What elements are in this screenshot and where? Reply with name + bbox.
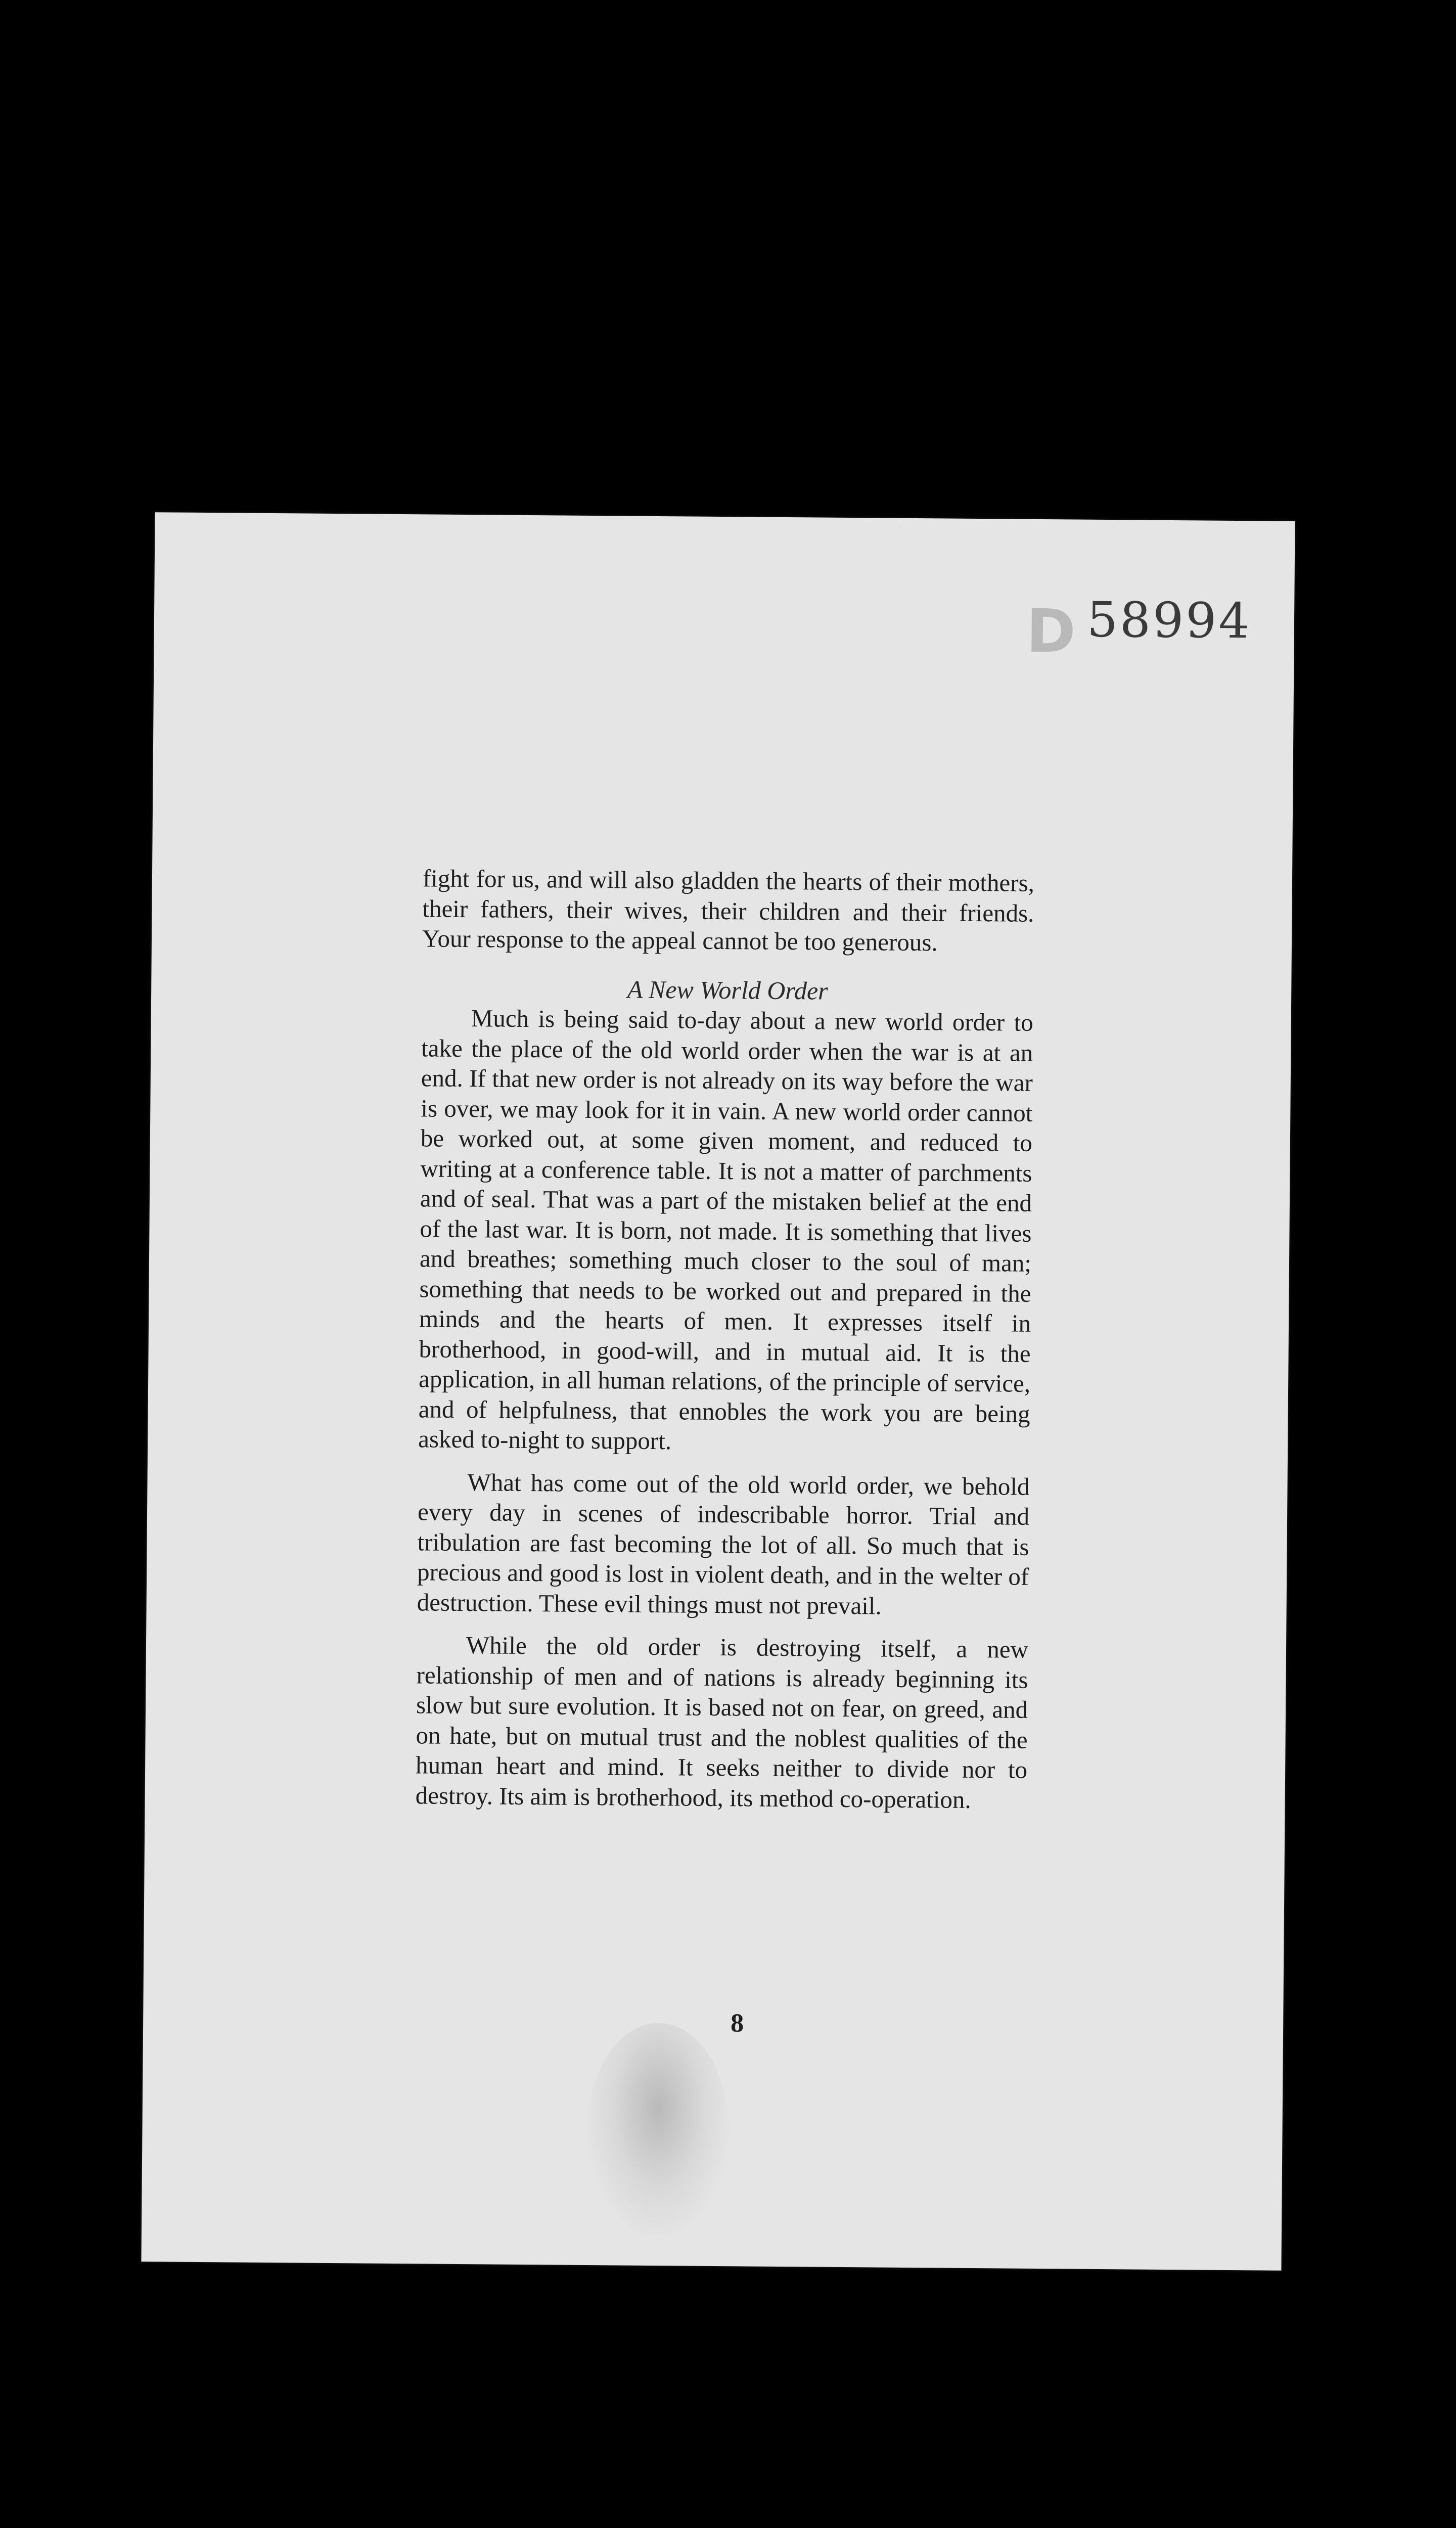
section-heading: A New World Order — [627, 975, 828, 1005]
document-id-stamp — [1026, 591, 1252, 666]
document-page — [141, 512, 1295, 2271]
page-number: 8 — [730, 2009, 744, 2038]
continuation-paragraph: fight for us, and will also gladden the hearts of their mothers, their fathers, their wives, their children and their friends. Your response to the appeal cannot be too generous. — [422, 864, 1035, 957]
paragraph-1: Much is being said to-day about a new world order to take the place of the old world order when the war is at an end. If that new order is not already on its way before the war is over, we may look for it in vain. A new world order cannot be worked out, at some given moment, and reduced to writing at a conference table. It is not a matter of parchments and of seal. That was a part of the mistaken belief at the end of the last war. It is born, not made. It is something that lives and breathes; something much closer to the soul of man; something that needs to be worked out and prepared in the minds and the hearts of men. It expresses itself in brotherhood, in good-will, and in mutual aid. It is the application, in all human relations, of the principle of service, and of helpfulness, that ennobles the work you are being asked to-night to support. — [418, 1004, 1033, 1455]
document-id-letter: D — [1026, 596, 1076, 666]
body-text — [415, 863, 1034, 1827]
paragraph-3: While the old order is destroying itself, a new relationship of men and of nations is already beginning its slow but sure evolution. It is based not on fear, on greed, and on hate, but on mutual trust and the noblest qualities of the human heart and mind. It seeks neither to divide nor to destroy. Its aim is brotherhood, its method co-operation. — [415, 1631, 1029, 1814]
document-id-number: 58994 — [1086, 591, 1252, 650]
paragraph-2: What has come out of the old world order, we behold every day in scenes of indescribable horror. Trial and tribulation are fast becoming the lot of all. So much that is precious and good is lost in violent death, and in the welter of destruction. These evil things must not prevail. — [417, 1468, 1030, 1620]
